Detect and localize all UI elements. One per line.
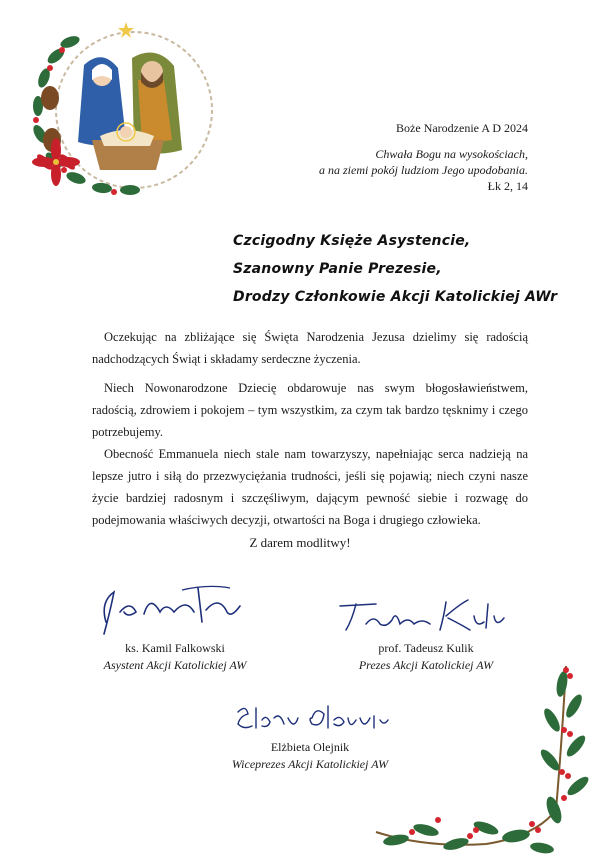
scripture-reference: Łk 2, 14	[487, 179, 528, 193]
scripture-quote-line-1: Chwała Bogu na wysokościach,	[375, 147, 528, 161]
nativity-wreath-illustration	[14, 20, 214, 200]
signatory-1-name: ks. Kamil Falkowski	[125, 641, 225, 655]
signatory-2-title: Prezes Akcji Katolickiej AW	[358, 658, 494, 672]
scripture-quote	[319, 146, 528, 178]
signature-kamil-falkowski	[90, 582, 250, 632]
salutation-line-3: Drodzy Członkowie Akcji Katolickiej AWr	[233, 289, 558, 305]
body-paragraph-3: Obecność Emmanuela niech stale nam towarzyszy, napełniając serca nadzieją na lepsze jutro i siłą do przezwyciężania trudności, jeśli się pojawią; niech czyni nasze życie bardziej radosnym i szczęśliwym, dającym pewność siebie i rozwagę do podejmowania właściwych decyzji, otwartości na Boga i drugiego człowieka.	[92, 447, 528, 527]
closing-line: Z darem modlitwy!	[249, 535, 351, 550]
salutation-line-2: Szanowny Panie Prezesie,	[233, 261, 442, 277]
scripture-quote-line-2: a na ziemi pokój ludziom Jego upodobania.	[319, 163, 528, 177]
signatory-3-name: Elżbieta Olejnik	[270, 740, 350, 754]
signatory-1-title: Asystent Akcji Katolickiej AW	[103, 658, 247, 672]
holly-branch-corner	[366, 660, 596, 860]
letter-date: Boże Narodzenie A D 2024	[396, 121, 528, 135]
body-paragraph-1: Oczekując na zbliżające się Święta Narodzenia Jezusa dzielimy się radością nadchodzących Świąt i składamy serdeczne życzenia.	[92, 330, 528, 366]
signatory-2-name: prof. Tadeusz Kulik	[378, 641, 474, 655]
signature-tadeusz-kulik	[336, 596, 516, 636]
body-paragraph-2: Niech Nowonarodzone Dziecię obdarowuje nas swym błogosławieństwem, radością, zdrowiem i pokojem – tym wszystkim, za czym tak bardzo tęsknimy i czego potrzebujemy.	[92, 381, 528, 439]
salutation-line-1: Czcigodny Księże Asystencie,	[233, 233, 471, 249]
signatory-3-title: Wiceprezes Akcji Katolickiej AW	[231, 757, 389, 771]
